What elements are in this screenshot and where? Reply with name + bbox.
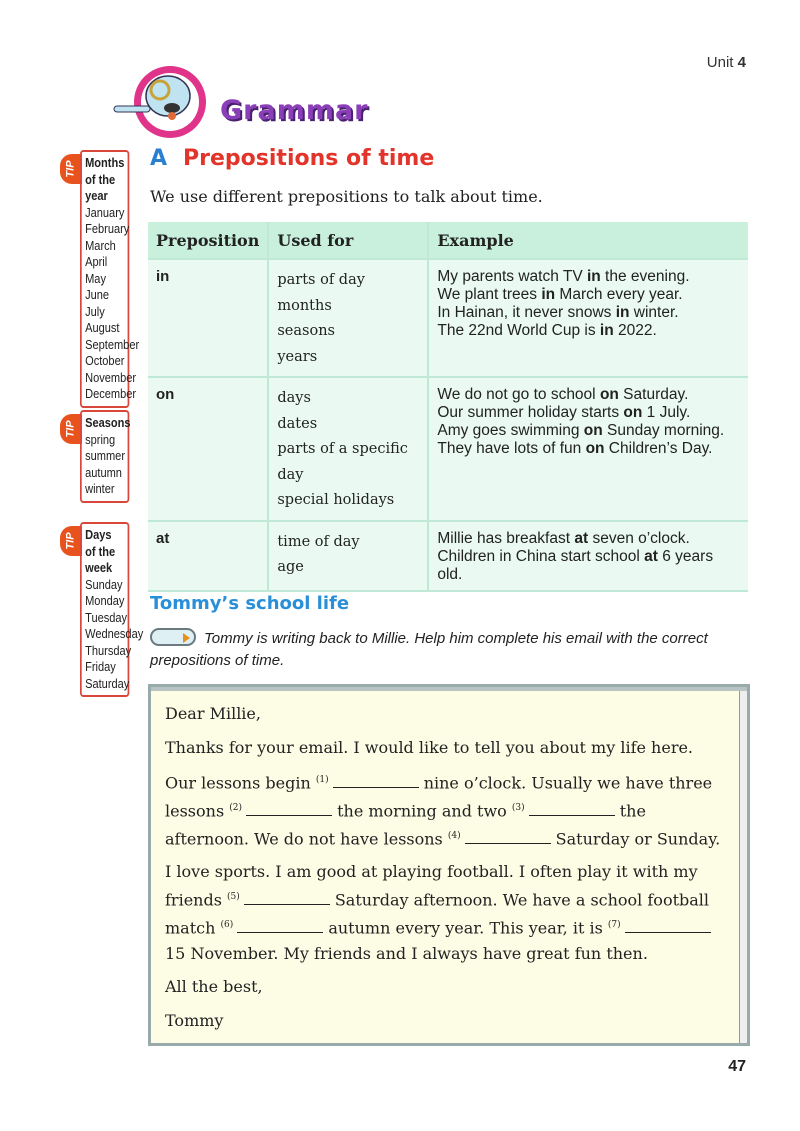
- preposition-cell: at: [148, 521, 268, 591]
- blank-number: (7): [607, 919, 621, 930]
- tip-item: autumn: [85, 464, 122, 480]
- example-text: winter.: [629, 304, 679, 321]
- tip-label: TIP: [65, 160, 77, 178]
- tip-item: May: [85, 270, 106, 286]
- tip-item: Wednesday: [85, 626, 144, 641]
- example-sentence: [437, 304, 740, 322]
- email-text: lessons: [165, 801, 230, 821]
- email-text: Saturday or Sunday.: [550, 828, 721, 848]
- email-line: [165, 796, 720, 824]
- email-line: [165, 859, 720, 885]
- email-text: autumn every year. This year, it is: [323, 918, 608, 938]
- email-text: Dear Millie,: [165, 704, 261, 723]
- table-row: [148, 377, 748, 521]
- email-text: All the best,: [165, 977, 263, 997]
- example-sentence: [437, 404, 740, 422]
- example-preposition: in: [599, 322, 614, 339]
- email-line: [165, 701, 720, 727]
- use-item: days: [277, 390, 311, 406]
- example-text: the evening.: [600, 268, 690, 285]
- tip-tag: [60, 154, 82, 184]
- email-line: [165, 941, 720, 967]
- unit-label: Unit 4: [706, 54, 746, 71]
- tip-item: October: [85, 353, 125, 368]
- example-text: In Hainan, it never snows: [437, 304, 616, 321]
- example-sentence: [437, 548, 740, 584]
- table-row: [148, 521, 748, 591]
- example-text: Amy goes swimming: [437, 422, 584, 439]
- col-header: Preposition: [148, 222, 268, 259]
- email-text: Tommy: [165, 1010, 224, 1030]
- example-text: 6 years old.: [437, 547, 714, 583]
- email-text: Thanks for your email. I would like to tell you about my life here.: [165, 737, 694, 757]
- tip-item: Friday: [85, 659, 116, 674]
- tip-item: Monday: [85, 593, 125, 608]
- email-text: match: [165, 918, 221, 938]
- tip-item: spring: [85, 431, 116, 447]
- example-preposition: in: [615, 304, 630, 321]
- tip-item: summer: [85, 448, 126, 463]
- prepositions-table: [148, 222, 748, 592]
- example-text: Children in China start school: [437, 547, 645, 565]
- email-text: Our lessons begin: [165, 773, 316, 793]
- email-text: the morning and two: [332, 801, 512, 821]
- tip-title: Seasons: [85, 415, 131, 430]
- tip-item: March: [85, 237, 116, 253]
- tip-item: December: [85, 386, 137, 401]
- example-preposition: on: [599, 386, 619, 403]
- tip-box-2: [80, 522, 144, 697]
- tip-item: August: [85, 320, 120, 335]
- section-title: A Prepositions of time: [150, 146, 435, 171]
- dog-mascot-logo: [112, 60, 212, 140]
- email-body: [165, 701, 720, 1041]
- email-paragraph: [165, 1008, 720, 1034]
- email-paragraph: [165, 974, 720, 1000]
- example-text: Children’s Day.: [604, 440, 713, 457]
- use-item: months: [277, 297, 332, 314]
- used-for-cell: [268, 259, 428, 377]
- tip-item: April: [85, 254, 108, 269]
- example-sentence: [437, 322, 740, 340]
- email-line: [165, 1008, 720, 1034]
- example-preposition: in: [541, 286, 556, 303]
- tip-label: TIP: [65, 532, 77, 550]
- answer-blank[interactable]: [625, 919, 711, 933]
- col-header: Used for: [268, 222, 428, 259]
- example-text: 1 July.: [642, 404, 691, 421]
- example-preposition: on: [583, 422, 603, 439]
- email-window: [148, 684, 750, 1046]
- example-text: 2022.: [613, 322, 657, 339]
- example-sentence: [437, 422, 740, 440]
- tip-item: July: [85, 303, 105, 319]
- tip-label: TIP: [65, 420, 77, 438]
- preposition-cell: in: [148, 259, 268, 377]
- email-text: afternoon. We do not have lessons: [165, 828, 448, 848]
- email-text: I love sports. I am good at playing football. I often play it with my: [165, 862, 698, 882]
- example-text: Our summer holiday starts: [437, 404, 624, 421]
- used-for-cell: [268, 377, 428, 521]
- answer-blank[interactable]: [237, 919, 323, 933]
- tip-item: Tuesday: [85, 609, 128, 625]
- scrollbar[interactable]: [739, 691, 747, 1043]
- use-item: age: [277, 559, 304, 575]
- example-sentence: [437, 386, 740, 404]
- example-text: Saturday.: [618, 386, 689, 403]
- tip-item: winter: [85, 481, 115, 496]
- example-text: My parents watch TV: [437, 268, 587, 285]
- example-text: The 22nd World Cup is: [437, 322, 600, 339]
- tip-box-1: [80, 410, 129, 503]
- blank-number: (3): [511, 802, 525, 813]
- grammar-heading: Grammar: [220, 95, 369, 126]
- tip-box-0: [80, 150, 140, 408]
- email-paragraph: [165, 701, 720, 727]
- answer-blank[interactable]: [246, 802, 332, 816]
- preposition-cell: on: [148, 377, 268, 521]
- example-text: March every year.: [555, 286, 683, 303]
- used-for-cell: [268, 521, 428, 591]
- use-item: parts of day: [277, 272, 365, 288]
- email-line: [165, 885, 720, 913]
- example-text: Sunday morning.: [602, 422, 725, 439]
- tip-item: November: [85, 369, 137, 385]
- answer-blank[interactable]: [244, 891, 330, 905]
- email-text: Saturday afternoon. We have a school football: [329, 890, 710, 910]
- use-item: parts of a specific day: [277, 441, 408, 483]
- tip-item: Saturday: [85, 675, 130, 691]
- example-sentence: [437, 440, 740, 458]
- example-cell: [428, 377, 748, 521]
- exercise-instruction: Tommy is writing back to Millie. Help him complete his email with the correct prepositions of time.: [150, 630, 708, 669]
- email-text: friends: [165, 890, 227, 910]
- example-text: We plant trees: [437, 286, 542, 303]
- table-row: [148, 259, 748, 377]
- answer-blank[interactable]: [465, 830, 551, 844]
- example-cell: [428, 259, 748, 377]
- blank-number: (1): [315, 775, 329, 785]
- example-preposition: at: [644, 547, 658, 565]
- example-preposition: at: [574, 529, 589, 547]
- tip-item: January: [85, 204, 125, 220]
- example-sentence: [437, 268, 740, 286]
- tip-title: Days of the week: [85, 527, 116, 575]
- use-item: seasons: [277, 323, 335, 339]
- tip-item: September: [85, 336, 140, 352]
- tip-item: Sunday: [85, 576, 123, 592]
- example-sentence: [437, 530, 740, 548]
- email-paragraph: [165, 768, 720, 851]
- example-text: seven o’clock.: [588, 529, 690, 547]
- use-item: special holidays: [277, 492, 395, 508]
- email-line: [165, 824, 720, 852]
- blank-number: (2): [229, 802, 242, 813]
- answer-blank[interactable]: [529, 802, 615, 816]
- tip-item: Thursday: [85, 642, 132, 658]
- email-paragraph: [165, 859, 720, 966]
- use-item: years: [277, 348, 318, 365]
- email-line: [165, 974, 720, 1000]
- example-preposition: on: [623, 404, 643, 421]
- blank-number: (6): [220, 919, 234, 930]
- example-preposition: on: [585, 440, 605, 457]
- email-line: [165, 735, 720, 761]
- example-text: They have lots of fun: [437, 440, 586, 457]
- tip-item: February: [85, 221, 130, 236]
- exercise-title: Tommy’s school life: [150, 593, 350, 614]
- example-text: Millie has breakfast: [437, 529, 575, 547]
- email-text: nine o’clock. Usually we have three: [418, 773, 713, 793]
- email-line: [165, 768, 720, 796]
- email-paragraph: [165, 735, 720, 761]
- answer-blank[interactable]: [333, 774, 419, 788]
- example-sentence: [437, 286, 740, 304]
- example-text: We do not go to school: [437, 386, 600, 403]
- example-preposition: in: [586, 268, 601, 285]
- tip-tag: [60, 414, 82, 444]
- example-cell: [428, 521, 748, 591]
- email-text: 15 November. My friends and I always have great fun then.: [165, 943, 648, 963]
- page-number: 47: [728, 1058, 746, 1075]
- tip-item: June: [85, 287, 110, 302]
- use-item: dates: [277, 415, 318, 432]
- col-header: Example: [428, 222, 748, 259]
- tip-tag: [60, 526, 82, 556]
- window-titlebar: [151, 687, 747, 691]
- intro-text: We use different prepositions to talk about time.: [150, 187, 543, 206]
- blank-number: (5): [227, 891, 240, 902]
- blank-number: (4): [447, 830, 461, 841]
- email-text: the: [614, 801, 646, 821]
- tip-title: Months of the year: [85, 155, 125, 203]
- use-item: time of day: [277, 533, 360, 550]
- email-line: [165, 913, 720, 941]
